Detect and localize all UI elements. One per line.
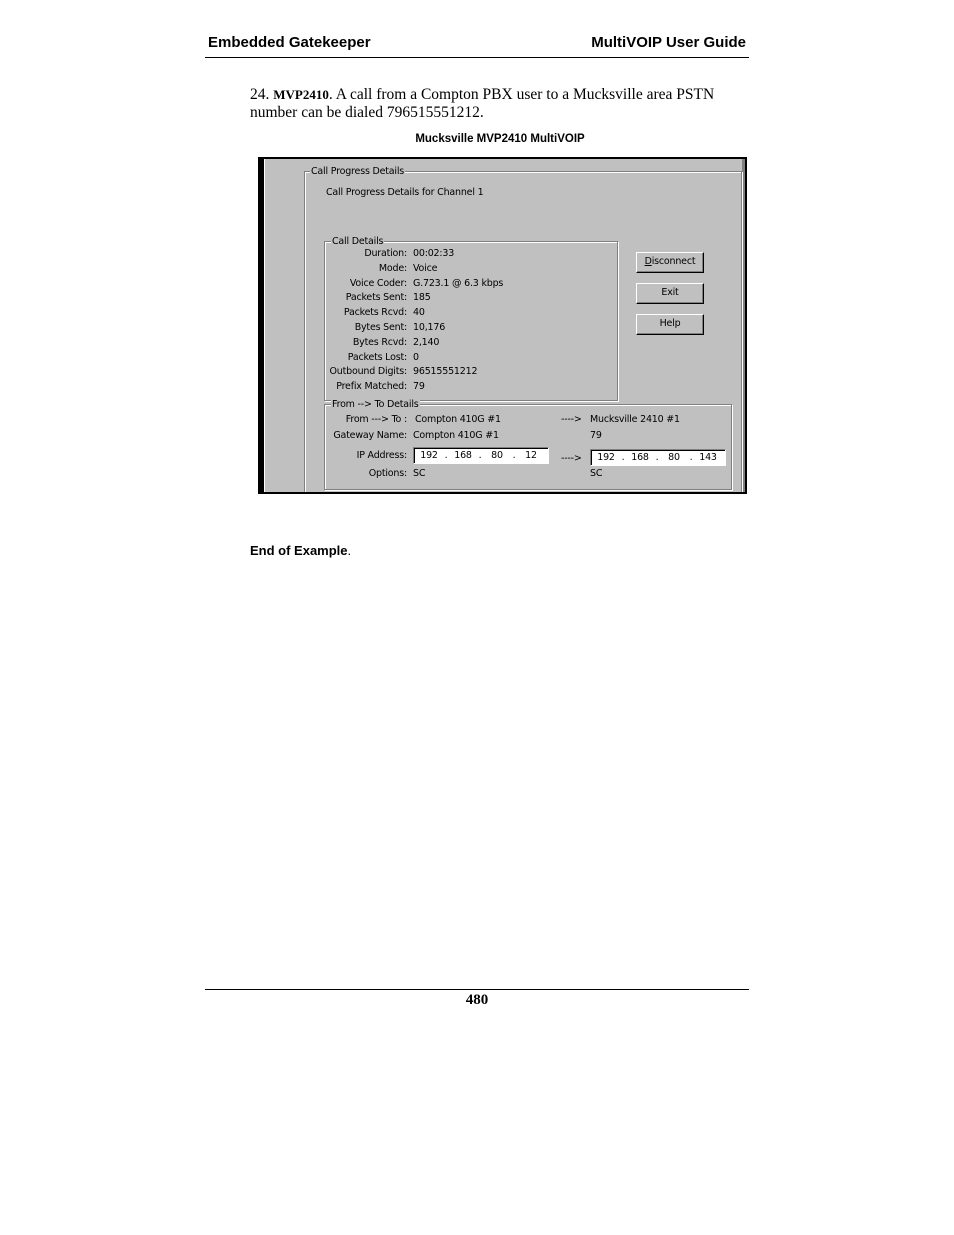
from-gateway-value: Compton 410G #1 (415, 414, 501, 425)
exit-label: Exit (661, 287, 679, 298)
header-left-title: Embedded Gatekeeper (208, 34, 371, 51)
step-text: . A call from a Compton PBX user to a Mucksville area PSTN number can be dialed 796515551212. (250, 86, 715, 121)
call-detail-value: Voice (413, 262, 438, 274)
ip-from-octet-1: 192 (420, 450, 438, 461)
ip-from-octet-3: 80 (491, 450, 503, 461)
call-detail-label: Outbound Digits: (329, 366, 407, 378)
call-detail-value: 2,140 (413, 336, 440, 348)
ip-to-octet-1: 192 (597, 452, 615, 463)
call-detail-label: Packets Lost: (347, 351, 407, 363)
call-detail-label: Bytes Rcvd: (352, 336, 407, 348)
help-label: Help (659, 318, 681, 329)
ip-from-octet-2: 168 (454, 450, 472, 461)
figure-caption: Mucksville MVP2410 MultiVOIP (415, 133, 585, 145)
call-detail-label: Duration: (364, 248, 407, 259)
call-progress-screenshot (258, 157, 747, 494)
arrow-icon-2: ----> (561, 453, 582, 464)
ip-to-octet-3: 80 (668, 452, 680, 463)
call-detail-value: 0 (413, 351, 419, 363)
ip-to-octet-2: 168 (631, 452, 649, 463)
call-detail-label: Prefix Matched: (336, 381, 407, 393)
call-detail-label: Packets Rcvd: (343, 307, 407, 319)
call-detail-label: Voice Coder: (349, 277, 407, 289)
header-rule (205, 57, 749, 58)
from-to-label: From ---> To : (345, 414, 407, 425)
from-to-title: From --> To Details (332, 399, 419, 410)
ip-address-label: IP Address: (356, 450, 407, 461)
page-number: 480 (465, 992, 489, 1008)
step-number: 24. (250, 86, 270, 103)
footer-rule (205, 989, 749, 990)
call-details-title: Call Details (332, 236, 384, 247)
arrow-icon: ----> (561, 414, 582, 425)
call-detail-value: 79 (413, 381, 425, 393)
call-progress-group-title: Call Progress Details (311, 166, 405, 177)
call-detail-value: 10,176 (413, 322, 446, 333)
exit-button[interactable] (636, 283, 704, 304)
end-note-tail: . (347, 543, 352, 558)
call-detail-value: 00:02:33 (413, 248, 455, 259)
call-detail-label: Bytes Sent: (354, 322, 407, 333)
call-detail-label: Packets Sent: (345, 292, 407, 304)
gateway-name-to: 79 (590, 430, 602, 441)
gateway-name-label: Gateway Name: (333, 430, 407, 441)
call-detail-label: Mode: (378, 262, 407, 274)
call-detail-value: G.723.1 @ 6.3 kbps (413, 277, 504, 289)
call-detail-value: 96515551212 (413, 366, 478, 378)
options-to: SC (590, 468, 603, 479)
options-label: Options: (368, 468, 407, 479)
call-detail-value: 40 (413, 307, 425, 319)
gateway-name-from: Compton 410G #1 (413, 430, 499, 441)
to-gateway-value: Mucksville 2410 #1 (590, 414, 680, 425)
step-model: MVP2410 (273, 87, 329, 102)
call-detail-value: 185 (413, 292, 431, 304)
header-right-title: MultiVOIP User Guide (591, 34, 746, 51)
options-from: SC (413, 468, 426, 479)
help-button[interactable] (636, 314, 704, 335)
ip-from-input[interactable]: 192 . 168 . 80 . 12 (413, 447, 549, 464)
disconnect-label: isconnect (651, 256, 696, 267)
ip-to-octet-4: 143 (699, 452, 717, 463)
ip-to-input[interactable]: 192 . 168 . 80 . 143 (590, 449, 726, 466)
end-of-example-note (250, 543, 351, 558)
step-paragraph (250, 86, 750, 122)
ip-from-octet-4: 12 (525, 450, 537, 461)
disconnect-button[interactable]: Disconnect (636, 252, 704, 273)
end-note-bold: End of Example (250, 543, 348, 558)
channel-subtitle: Call Progress Details for Channel 1 (326, 187, 484, 198)
